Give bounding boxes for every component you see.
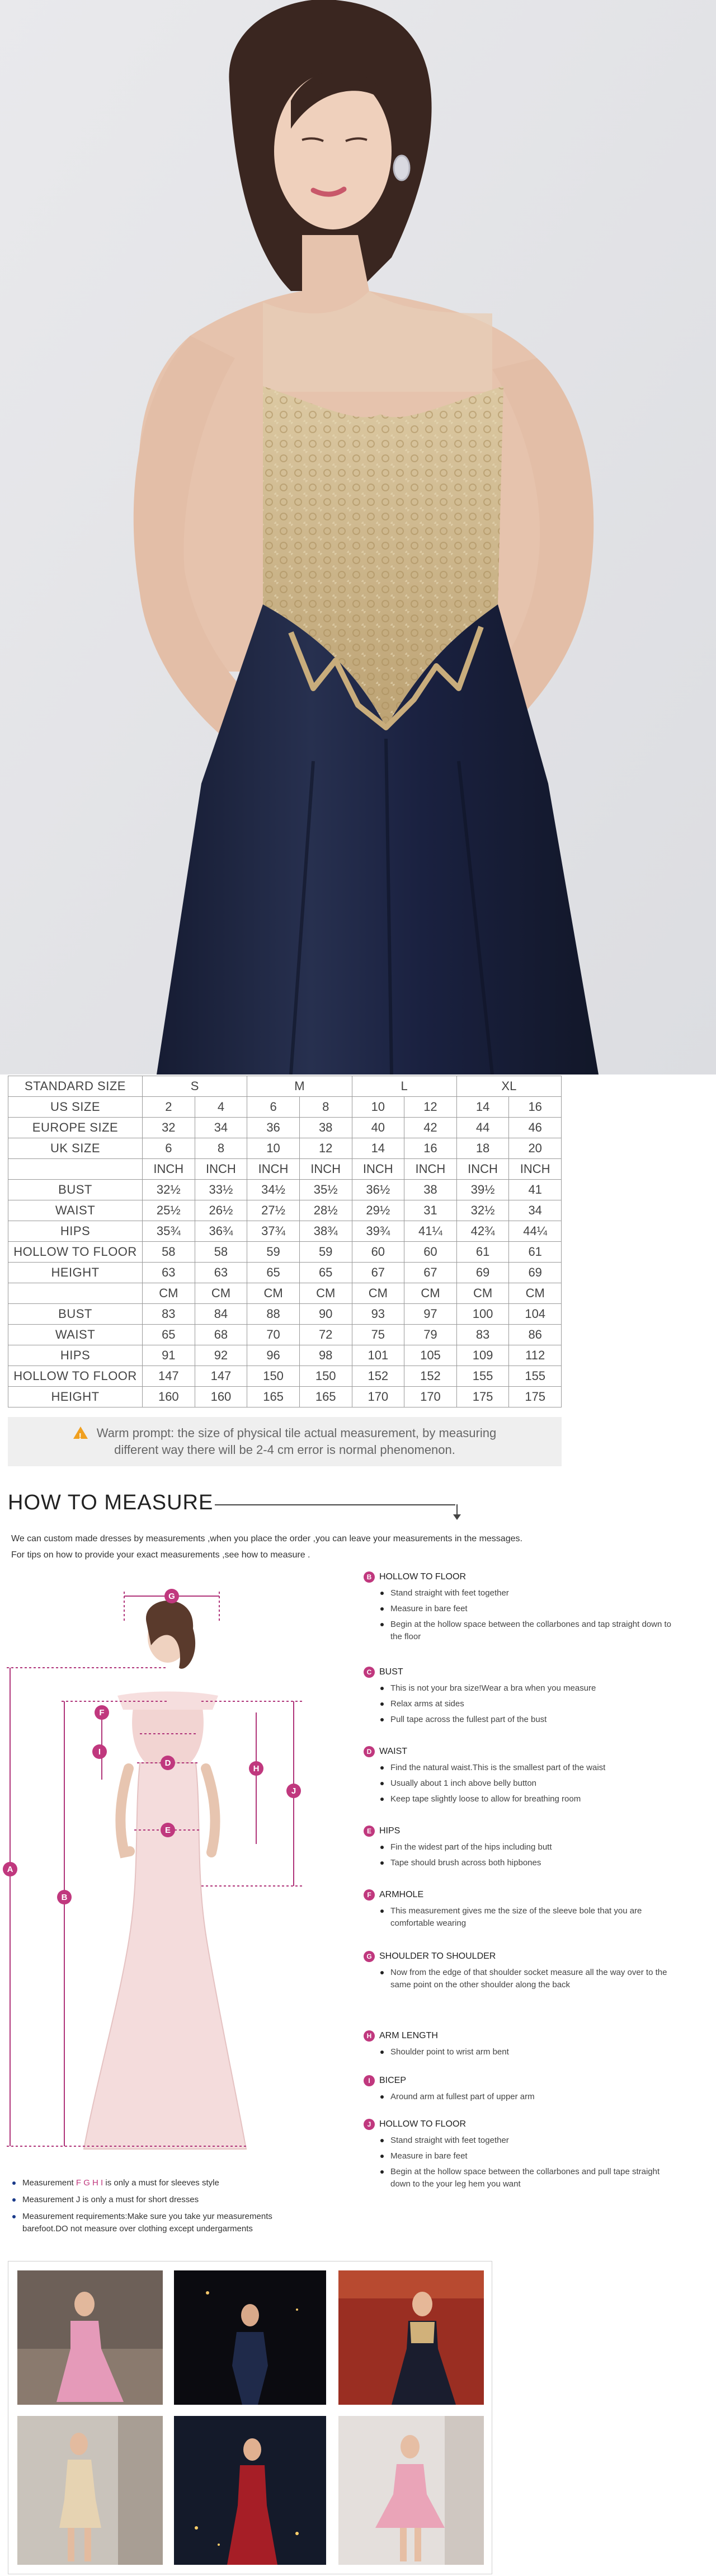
size-cell: 58 xyxy=(195,1242,247,1263)
cm-row xyxy=(8,1387,562,1407)
size-cell: 36 xyxy=(247,1118,300,1138)
size-cell: 41 xyxy=(509,1180,562,1200)
size-cell: 101 xyxy=(352,1345,404,1366)
step-item: Shoulder point to wrist arm bent xyxy=(379,2046,676,2058)
gallery-photo-gold-short-dress[interactable] xyxy=(17,2416,163,2565)
customer-photo-gallery xyxy=(8,2261,492,2574)
step-item: Stand straight with feet together xyxy=(379,2134,676,2147)
size-cell: 150 xyxy=(247,1366,300,1387)
size-cell: 105 xyxy=(404,1345,457,1366)
note-item: Measurement J is only a must for short dresses xyxy=(11,2194,347,2206)
gallery-photo-pink-dress-outdoor[interactable] xyxy=(17,2270,163,2405)
size-cell: INCH xyxy=(247,1159,300,1180)
size-cell: 88 xyxy=(247,1304,300,1325)
diagram-label-b: B xyxy=(61,1893,68,1902)
size-cell: 69 xyxy=(456,1263,509,1283)
size-cell: 8 xyxy=(299,1097,352,1118)
size-cell: 147 xyxy=(195,1366,247,1387)
step-title: ARM LENGTH xyxy=(379,2031,438,2040)
size-cell: 83 xyxy=(143,1304,195,1325)
note-1-suffix: is only a must for sleeves style xyxy=(103,2178,219,2188)
size-cell: 61 xyxy=(456,1242,509,1263)
size-cell: 92 xyxy=(195,1345,247,1366)
size-cell: 38 xyxy=(404,1180,457,1200)
size-row-label: EUROPE SIZE xyxy=(8,1118,143,1138)
size-cell: INCH xyxy=(143,1159,195,1180)
step-badge: B xyxy=(364,1571,375,1583)
size-cell: CM xyxy=(299,1283,352,1304)
size-cell: 160 xyxy=(143,1387,195,1407)
step-list xyxy=(379,1762,676,1809)
size-cell: 33½ xyxy=(195,1180,247,1200)
size-cell: INCH xyxy=(456,1159,509,1180)
size-cell: 32½ xyxy=(456,1200,509,1221)
step-item: Usually about 1 inch above belly button xyxy=(379,1777,676,1790)
step-list xyxy=(379,1682,676,1729)
step-title: BICEP xyxy=(379,2076,407,2085)
note-1-prefix: Measurement xyxy=(22,2178,76,2188)
size-cell: 42 xyxy=(404,1118,457,1138)
inch-row xyxy=(8,1221,562,1242)
diagram-label-d: D xyxy=(164,1758,171,1768)
step-badge: J xyxy=(364,2119,375,2130)
size-cell: 84 xyxy=(195,1304,247,1325)
intro-text-1: We can custom made dresses by measurements ,when you place the order ,you can leave your measurements in the messages. xyxy=(11,1534,522,1543)
size-cell: 104 xyxy=(509,1304,562,1325)
size-cell: INCH xyxy=(509,1159,562,1180)
size-cell: 27½ xyxy=(247,1200,300,1221)
size-cell: 38¾ xyxy=(299,1221,352,1242)
cm-row xyxy=(8,1345,562,1366)
size-cell: 72 xyxy=(299,1325,352,1345)
size-cell: 8 xyxy=(195,1138,247,1159)
size-cell: 96 xyxy=(247,1345,300,1366)
size-row-label xyxy=(8,1283,143,1304)
step-list xyxy=(379,1905,676,1933)
unit-row-cm xyxy=(8,1283,562,1304)
size-cell: 60 xyxy=(352,1242,404,1263)
gallery-photo-pink-short-dress-indoor[interactable] xyxy=(338,2416,484,2565)
size-row-label: HOLLOW TO FLOOR xyxy=(8,1242,143,1263)
size-cell: 147 xyxy=(143,1366,195,1387)
how-to-measure-title: HOW TO MEASURE xyxy=(8,1491,214,1514)
step-item: Pull tape across the fullest part of the bust xyxy=(379,1714,676,1726)
step-item: Keep tape slightly loose to allow for breathing room xyxy=(379,1793,676,1805)
step-item: Now from the edge of that shoulder socket measure all the way over to the same point on the other shoulder along the back xyxy=(379,1967,676,1991)
size-cell: 14 xyxy=(456,1097,509,1118)
size-cell: 75 xyxy=(352,1325,404,1345)
size-cell: 67 xyxy=(404,1263,457,1283)
step-title: BUST xyxy=(379,1667,403,1677)
size-cell: 14 xyxy=(352,1138,404,1159)
size-cell: INCH xyxy=(195,1159,247,1180)
step-item: Fin the widest part of the hips including butt xyxy=(379,1841,676,1854)
size-cell: 83 xyxy=(456,1325,509,1345)
inch-row xyxy=(8,1200,562,1221)
step-badge: I xyxy=(364,2075,375,2086)
step-item: Tape should brush across both hipbones xyxy=(379,1857,676,1869)
step-title: HOLLOW TO FLOOR xyxy=(379,1572,466,1582)
size-row-label: BUST xyxy=(8,1180,143,1200)
size-cell: 175 xyxy=(509,1387,562,1407)
size-cell: 112 xyxy=(509,1345,562,1366)
size-cell: CM xyxy=(195,1283,247,1304)
size-cell: 58 xyxy=(143,1242,195,1263)
step-badge: D xyxy=(364,1746,375,1757)
size-cell: 44 xyxy=(456,1118,509,1138)
size-row-label: UK SIZE xyxy=(8,1138,143,1159)
size-row-label: HIPS xyxy=(8,1221,143,1242)
size-cell: 26½ xyxy=(195,1200,247,1221)
size-cell: CM xyxy=(404,1283,457,1304)
size-cell: 69 xyxy=(509,1263,562,1283)
cm-row xyxy=(8,1325,562,1345)
step-item: Find the natural waist.This is the smallest part of the waist xyxy=(379,1762,676,1774)
arrow-down-icon xyxy=(451,1504,458,1519)
size-cell: 29½ xyxy=(352,1200,404,1221)
size-row-label: US SIZE xyxy=(8,1097,143,1118)
step-list xyxy=(379,1587,676,1646)
size-cell: 10 xyxy=(247,1138,300,1159)
cm-row xyxy=(8,1304,562,1325)
unit-row-inch xyxy=(8,1159,562,1180)
inch-row xyxy=(8,1180,562,1200)
size-row-label: WAIST xyxy=(8,1200,143,1221)
size-cell: 61 xyxy=(509,1242,562,1263)
gallery-photo-red-dress-city-lights[interactable] xyxy=(174,2416,326,2565)
intro-text-2: For tips on how to provide your exact measurements ,see how to measure . xyxy=(11,1550,310,1560)
size-cell: 170 xyxy=(352,1387,404,1407)
size-cell: 25½ xyxy=(143,1200,195,1221)
warning-icon xyxy=(73,1427,88,1439)
size-group-s: S xyxy=(143,1076,247,1097)
size-cell: 35¾ xyxy=(143,1221,195,1242)
diagram-label-f: F xyxy=(99,1708,105,1718)
size-chart xyxy=(8,1076,562,1407)
size-cell: 90 xyxy=(299,1304,352,1325)
size-cell: CM xyxy=(143,1283,195,1304)
size-cell: 4 xyxy=(195,1097,247,1118)
gallery-photo-dark-dress-red-room[interactable] xyxy=(338,2270,484,2405)
size-group-l: L xyxy=(352,1076,456,1097)
step-badge: E xyxy=(364,1826,375,1837)
size-header-row xyxy=(8,1076,562,1097)
size-cell: 86 xyxy=(509,1325,562,1345)
size-cell: INCH xyxy=(299,1159,352,1180)
step-item: Measure in bare feet xyxy=(379,1603,676,1615)
size-cell: 12 xyxy=(299,1138,352,1159)
size-cell: 34½ xyxy=(247,1180,300,1200)
size-chart-body xyxy=(8,1076,562,1407)
cm-row xyxy=(8,1366,562,1387)
size-header-label: STANDARD SIZE xyxy=(8,1076,143,1097)
diagram-label-i: I xyxy=(98,1747,101,1757)
size-cell: 150 xyxy=(299,1366,352,1387)
size-cell: 170 xyxy=(404,1387,457,1407)
gallery-photo-navy-dress-night[interactable] xyxy=(174,2270,326,2405)
size-cell: 38 xyxy=(299,1118,352,1138)
size-row-label: BUST xyxy=(8,1304,143,1325)
size-cell: 40 xyxy=(352,1118,404,1138)
size-cell: 165 xyxy=(299,1387,352,1407)
size-cell: 37¾ xyxy=(247,1221,300,1242)
size-cell: 28½ xyxy=(299,1200,352,1221)
size-cell: 16 xyxy=(404,1138,457,1159)
step-item: Stand straight with feet together xyxy=(379,1587,676,1599)
step-badge: C xyxy=(364,1667,375,1678)
size-cell: 65 xyxy=(247,1263,300,1283)
title-rule-line xyxy=(215,1504,455,1505)
size-cell: 34 xyxy=(195,1118,247,1138)
step-list xyxy=(379,2046,676,2062)
note-item xyxy=(11,2211,347,2235)
size-cell: 44¼ xyxy=(509,1221,562,1242)
warning-line-1: Warm prompt: the size of physical tile actual measurement, by measuring xyxy=(96,1426,497,1440)
size-cell: 42¾ xyxy=(456,1221,509,1242)
size-row-label: HEIGHT xyxy=(8,1263,143,1283)
size-cell: 39¾ xyxy=(352,1221,404,1242)
size-cell: 155 xyxy=(456,1366,509,1387)
size-cell: 46 xyxy=(509,1118,562,1138)
size-cell: 109 xyxy=(456,1345,509,1366)
note-1-highlight: F G H I xyxy=(76,2178,103,2188)
size-cell: 155 xyxy=(509,1366,562,1387)
size-cell: 6 xyxy=(143,1138,195,1159)
size-row-label: HIPS xyxy=(8,1345,143,1366)
size-cell: 65 xyxy=(299,1263,352,1283)
size-cell: 32½ xyxy=(143,1180,195,1200)
step-badge: F xyxy=(364,1889,375,1901)
size-cell: 152 xyxy=(352,1366,404,1387)
step-item: Measure in bare feet xyxy=(379,2150,676,2162)
diagram-label-h: H xyxy=(253,1764,260,1773)
size-cell: INCH xyxy=(352,1159,404,1180)
size-row-label xyxy=(8,1159,143,1180)
step-list xyxy=(379,2091,676,2106)
size-cell: 18 xyxy=(456,1138,509,1159)
size-cell: 63 xyxy=(195,1263,247,1283)
size-row xyxy=(8,1138,562,1159)
step-title: ARMHOLE xyxy=(379,1890,424,1899)
note-3-line-1: Measurement requirements:Make sure you take yur measurements xyxy=(22,2212,272,2221)
size-cell: CM xyxy=(509,1283,562,1304)
step-item: Relax arms at sides xyxy=(379,1698,676,1710)
size-cell: 165 xyxy=(247,1387,300,1407)
measurement-diagram xyxy=(0,1584,313,2160)
measurement-notes xyxy=(11,2177,347,2240)
size-cell: 97 xyxy=(404,1304,457,1325)
step-item: Around arm at fullest part of upper arm xyxy=(379,2091,676,2103)
size-chart-table xyxy=(8,1076,562,1407)
diagram-label-g: G xyxy=(168,1592,175,1601)
size-cell: 59 xyxy=(299,1242,352,1263)
diagram-label-e: E xyxy=(164,1826,171,1835)
inch-row xyxy=(8,1263,562,1283)
step-title: SHOULDER TO SHOULDER xyxy=(379,1951,496,1961)
size-cell: CM xyxy=(352,1283,404,1304)
size-row xyxy=(8,1118,562,1138)
size-cell: 63 xyxy=(143,1263,195,1283)
size-cell: 70 xyxy=(247,1325,300,1345)
size-cell: 6 xyxy=(247,1097,300,1118)
diagram-label-j: J xyxy=(291,1786,296,1796)
step-badge: H xyxy=(364,2030,375,2042)
step-title: WAIST xyxy=(379,1747,408,1756)
measurement-warning xyxy=(8,1417,562,1466)
size-cell: 32 xyxy=(143,1118,195,1138)
size-cell: 39½ xyxy=(456,1180,509,1200)
size-cell: 20 xyxy=(509,1138,562,1159)
product-hero-photo xyxy=(0,0,716,1074)
size-cell: 31 xyxy=(404,1200,457,1221)
size-group-xl: XL xyxy=(456,1076,561,1097)
size-cell: 67 xyxy=(352,1263,404,1283)
step-list xyxy=(379,2134,676,2194)
size-row xyxy=(8,1097,562,1118)
step-list xyxy=(379,1967,676,1995)
step-item: This measurement gives me the size of the sleeve bole that you are comfortable wearing xyxy=(379,1905,676,1930)
size-cell: INCH xyxy=(404,1159,457,1180)
note-item xyxy=(11,2177,347,2189)
size-cell: 93 xyxy=(352,1304,404,1325)
size-cell: 60 xyxy=(404,1242,457,1263)
diagram-label-a: A xyxy=(7,1865,13,1874)
size-cell: 12 xyxy=(404,1097,457,1118)
model-in-navy-gold-lace-dress xyxy=(0,0,716,1074)
size-group-m: M xyxy=(247,1076,352,1097)
note-3-line-2: barefoot.DO not measure over clothing except undergarments xyxy=(22,2224,253,2234)
size-cell: 152 xyxy=(404,1366,457,1387)
model-measurement-figure xyxy=(0,1584,313,2160)
size-cell: 36½ xyxy=(352,1180,404,1200)
size-cell: 2 xyxy=(143,1097,195,1118)
size-cell: 100 xyxy=(456,1304,509,1325)
size-cell: 175 xyxy=(456,1387,509,1407)
size-row-label: HOLLOW TO FLOOR xyxy=(8,1366,143,1387)
step-badge: G xyxy=(364,1951,375,1962)
size-cell: 35½ xyxy=(299,1180,352,1200)
size-row-label: HEIGHT xyxy=(8,1387,143,1407)
step-list xyxy=(379,1841,676,1873)
size-cell: 65 xyxy=(143,1325,195,1345)
size-cell: 41¼ xyxy=(404,1221,457,1242)
step-title: HIPS xyxy=(379,1826,401,1836)
size-cell: CM xyxy=(456,1283,509,1304)
size-cell: 16 xyxy=(509,1097,562,1118)
size-cell: 160 xyxy=(195,1387,247,1407)
step-item: Begin at the hollow space between the collarbones and tap straight down to the floor xyxy=(379,1618,676,1643)
size-cell: 68 xyxy=(195,1325,247,1345)
size-cell: 79 xyxy=(404,1325,457,1345)
size-cell: 36¾ xyxy=(195,1221,247,1242)
size-cell: CM xyxy=(247,1283,300,1304)
warning-line-2: different way there will be 2-4 cm error is normal phenomenon. xyxy=(114,1443,455,1457)
inch-row xyxy=(8,1242,562,1263)
size-cell: 91 xyxy=(143,1345,195,1366)
size-cell: 34 xyxy=(509,1200,562,1221)
step-item: This is not your bra size!Wear a bra when you measure xyxy=(379,1682,676,1695)
step-item: Begin at the hollow space between the collarbones and pull tape straight down to the your leg hem you want xyxy=(379,2166,676,2190)
step-title: HOLLOW TO FLOOR xyxy=(379,2119,466,2129)
size-cell: 59 xyxy=(247,1242,300,1263)
size-row-label: WAIST xyxy=(8,1325,143,1345)
size-cell: 10 xyxy=(352,1097,404,1118)
size-cell: 98 xyxy=(299,1345,352,1366)
